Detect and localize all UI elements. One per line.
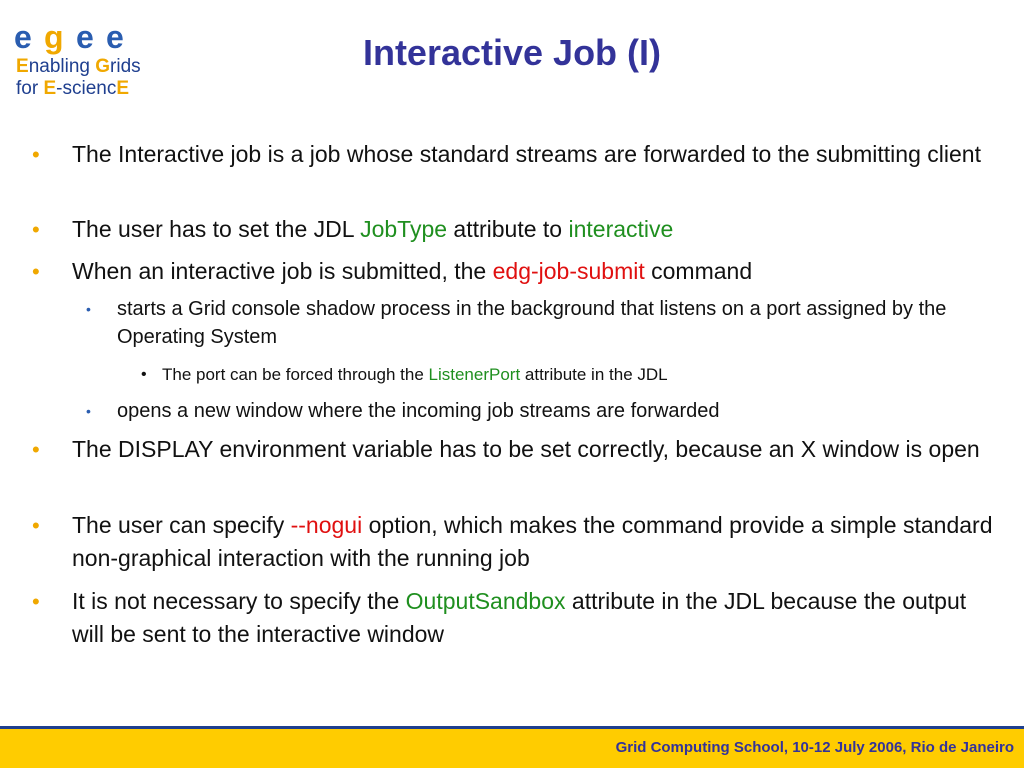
logo-tagline-line2: for E-sciencE — [16, 78, 130, 99]
logo-letter-e1: e — [14, 19, 32, 55]
logo-letter-e3: e — [106, 19, 124, 55]
keyword-listenerport: ListenerPort — [428, 365, 521, 384]
footer-bar — [0, 729, 1024, 768]
bullet-outputsandbox: • It is not necessary to specify the OutputSandbox attribute in the JDL because the output will be sent to the interactive window — [72, 585, 1002, 651]
bullet-display-variable: • The DISPLAY environment variable has to be set correctly, because an X window is open — [72, 433, 1002, 466]
keyword-edg-job-submit: edg-job-submit — [492, 258, 645, 284]
bullet-interactive-definition: • The Interactive job is a job whose standard streams are forwarded to the submitting client — [72, 138, 1002, 171]
footer-text: Grid Computing School, 10-12 July 2006, Rio de Janeiro — [615, 739, 1014, 756]
logo-letter-e2: e — [76, 19, 94, 55]
logo-letter-g: g — [44, 19, 64, 55]
keyword-jobtype: JobType — [360, 216, 448, 242]
subbullet-new-window: • opens a new window where the incoming job streams are forwarded — [117, 397, 1002, 425]
subbullet-shadow-process: • starts a Grid console shadow process in the background that listens on a port assigned by the Operating System — [117, 295, 1002, 351]
keyword-nogui: --nogui — [290, 512, 363, 538]
bullet-nogui: • The user can specify --nogui option, which makes the command provide a simple standard non-graphical interaction with the running job — [72, 509, 1002, 575]
bullet-jobtype: • The user has to set the JDL JobType attribute to interactive — [72, 213, 1002, 246]
keyword-interactive: interactive — [568, 216, 674, 242]
slide-title: Interactive Job (I) — [362, 32, 662, 73]
logo-tagline-line1: Enabling Grids — [16, 56, 141, 77]
bullet-submit-command: • When an interactive job is submitted, the edg-job-submit command — [72, 255, 1002, 288]
subsubbullet-listener-port: • The port can be forced through the ListenerPort attribute in the JDL — [162, 363, 1002, 387]
keyword-outputsandbox: OutputSandbox — [405, 588, 566, 614]
